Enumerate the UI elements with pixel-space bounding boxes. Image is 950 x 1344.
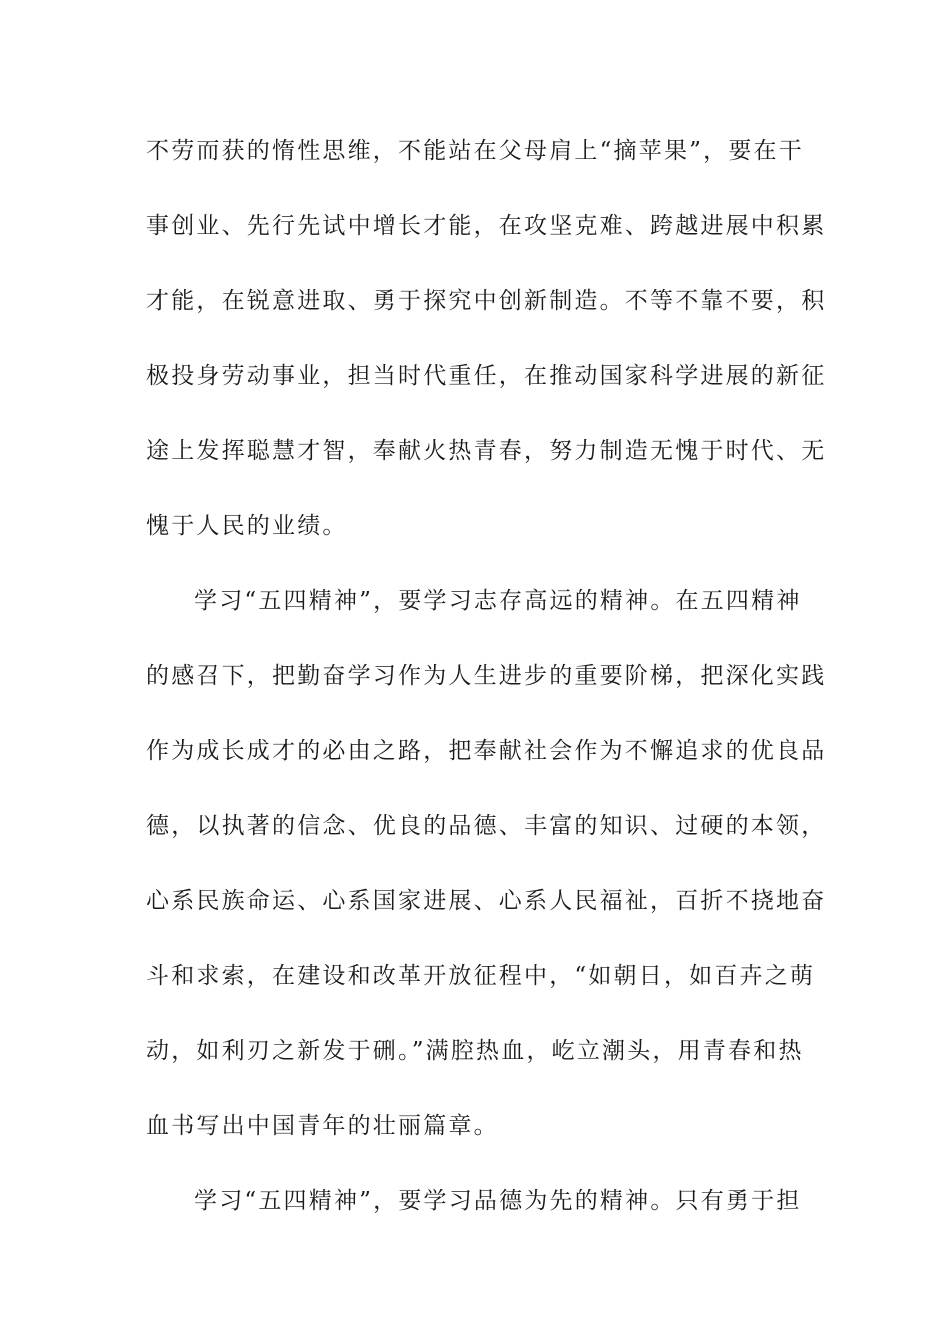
paragraph-2-line-8: 血书写出中国青年的壮丽篇章。 (146, 1113, 499, 1139)
paragraph-2-line-5: 心系民族命运、心系国家进展、心系人民福祉，百折不挠地奋 (146, 888, 827, 914)
paragraph-1-line-1: 不劳而获的惰性思维，不能站在父母肩上“摘苹果”，要在干 (146, 138, 804, 164)
paragraph-1-line-5: 途上发挥聪慧才智，奉献火热青春，努力制造无愧于时代、无 (146, 438, 827, 464)
paragraph-2-line-4: 德，以执著的信念、优良的品德、丰富的知识、过硬的本领， (146, 813, 827, 839)
paragraph-2-line-6: 斗和求索，在建设和改革开放征程中，“如朝日，如百卉之萌 (146, 963, 816, 989)
paragraph-1-line-4: 极投身劳动事业，担当时代重任，在推动国家科学进展的新征 (146, 363, 827, 389)
paragraph-1-line-2: 事创业、先行先试中增长才能，在攻坚克难、跨越进展中积累 (146, 213, 827, 239)
paragraph-1-line-6: 愧于人民的业绩。 (146, 513, 348, 539)
paragraph-2-line-2: 的感召下，把勤奋学习作为人生进步的重要阶梯，把深化实践 (146, 663, 827, 689)
paragraph-2-line-3: 作为成长成才的必由之路，把奉献社会作为不懈追求的优良品 (146, 738, 827, 764)
paragraph-2-line-1: 学习“五四精神”，要学习志存高远的精神。在五四精神 (194, 588, 802, 614)
paragraph-1-line-3: 才能，在锐意进取、勇于探究中创新制造。不等不靠不要，积 (146, 288, 827, 314)
paragraph-2-line-7: 动，如利刃之新发于硎。”满腔热血，屹立潮头，用青春和热 (146, 1038, 804, 1064)
paragraph-3-line-1: 学习“五四精神”，要学习品德为先的精神。只有勇于担 (194, 1188, 802, 1214)
